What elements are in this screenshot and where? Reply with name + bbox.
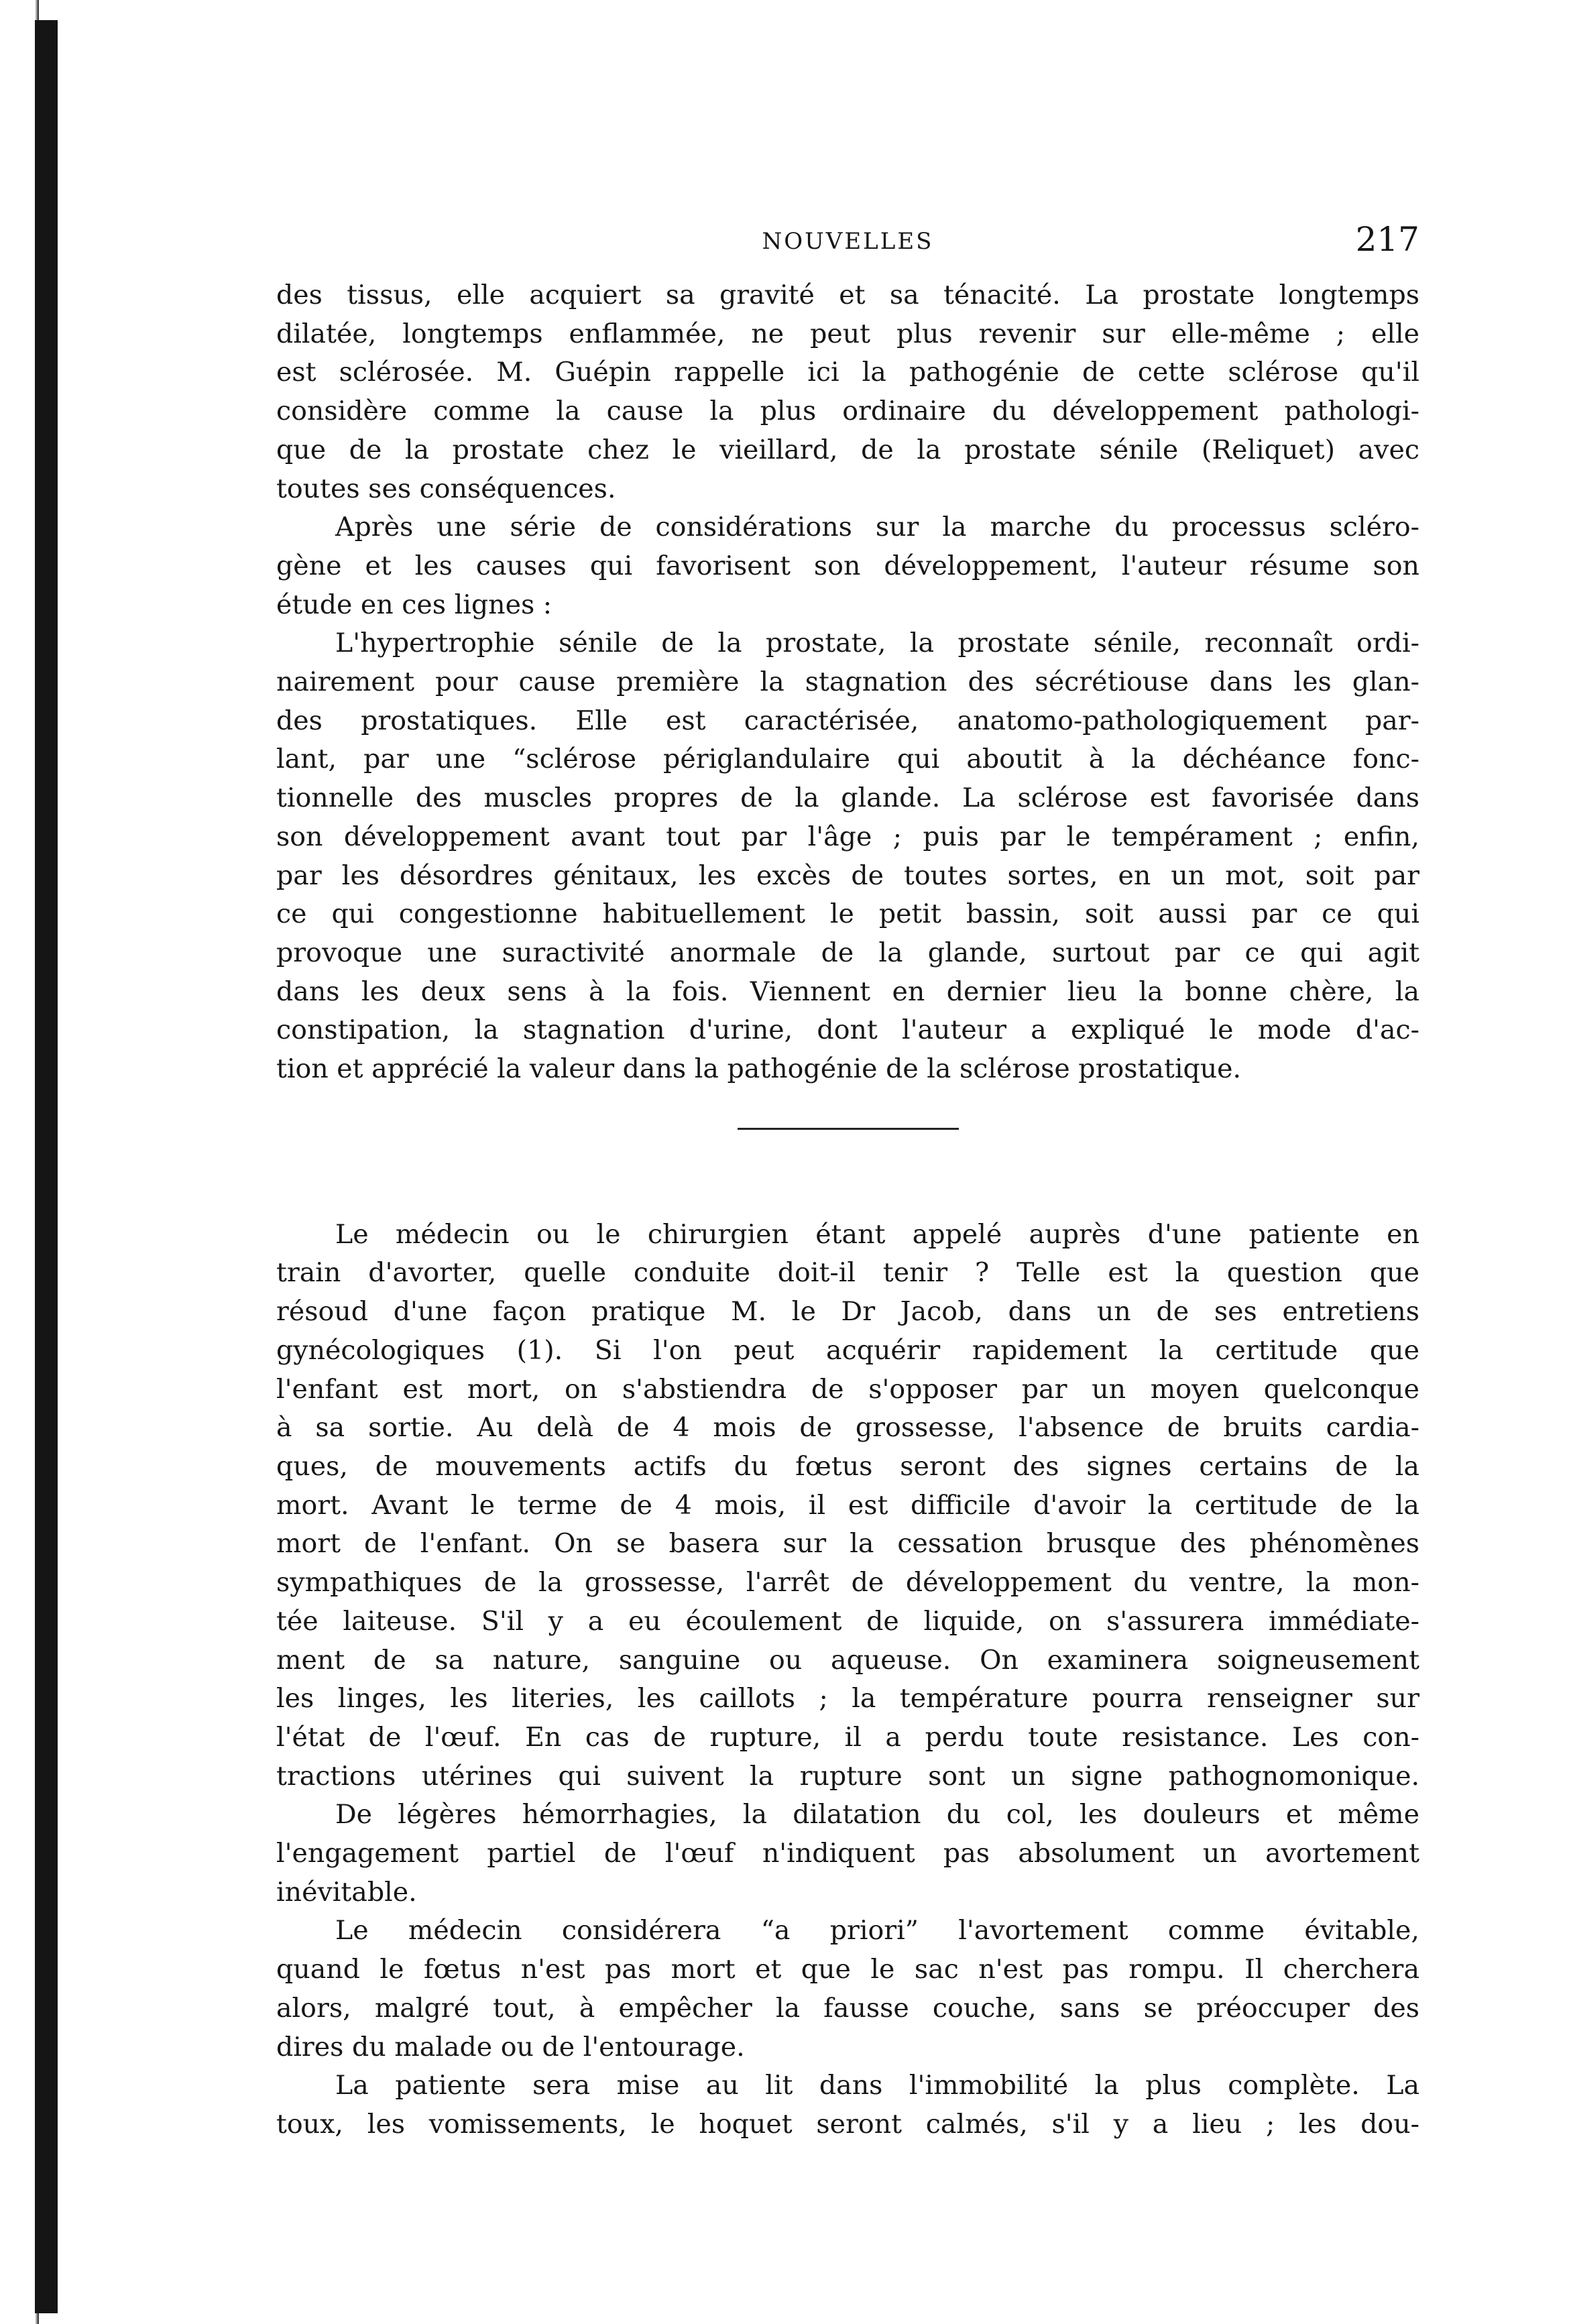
- text-line: quand le fœtus n'est pas mort et que le sac n'est pas rompu. Il cherchera: [276, 1954, 1419, 1985]
- text-line: considère comme la cause la plus ordinaire du développement pathologi-: [276, 396, 1419, 427]
- text-line: l'état de l'œuf. En cas de rupture, il a perdu toute resistance. Les con-: [276, 1721, 1419, 1753]
- section-abortion-management: [276, 1216, 1419, 2144]
- text-line: tractions utérines qui suivent la rupture sont un signe pathognomonique.: [276, 1760, 1419, 1792]
- text-line: ques, de mouvements actifs du fœtus seront des signes certains de la: [276, 1450, 1419, 1482]
- text-line: par les désordres génitaux, les excès de toutes sortes, en un mot, soit par: [276, 860, 1419, 891]
- text-line: De légères hémorrhagies, la dilatation du col, les douleurs et même: [335, 1799, 1419, 1831]
- scan-dark-margin: [35, 20, 58, 2313]
- text-line: toutes ses conséquences.: [276, 473, 616, 504]
- text-line: toux, les vomissements, le hoquet seront calmés, s'il y a lieu ; les dou-: [276, 2108, 1419, 2140]
- text-line: tion et apprécié la valeur dans la pathogénie de la sclérose prostatique.: [276, 1053, 1242, 1085]
- text-line: gynécologiques (1). Si l'on peut acquérir rapidement la certitude que: [276, 1334, 1419, 1366]
- text-line: son développement avant tout par l'âge ; puis par le tempérament ; enfin,: [276, 821, 1419, 852]
- text-line: Le médecin considérera “a priori” l'avortement comme évitable,: [335, 1915, 1419, 1947]
- text-line: dires du malade ou de l'entourage.: [276, 2031, 745, 2062]
- text-line: L'hypertrophie sénile de la prostate, la prostate sénile, reconnaît ordi-: [335, 628, 1419, 659]
- text-line: train d'avorter, quelle conduite doit-il tenir ? Telle est la question que: [276, 1257, 1419, 1289]
- text-line: sympathiques de la grossesse, l'arrêt de développement du ventre, la mon-: [276, 1567, 1419, 1599]
- text-line: l'enfant est mort, on s'abstiendra de s'opposer par un moyen quelconque: [276, 1373, 1419, 1405]
- text-line: Après une série de considérations sur la marche du processus scléro-: [335, 512, 1419, 543]
- text-line: alors, malgré tout, à empêcher la fausse couche, sans se préoccuper des: [276, 1992, 1419, 2024]
- text-line: à sa sortie. Au delà de 4 mois de grossesse, l'absence de bruits cardia-: [276, 1412, 1419, 1444]
- page-number: 217: [1355, 220, 1419, 259]
- text-line: les linges, les literies, les caillots ; la température pourra renseigner sur: [276, 1683, 1419, 1715]
- text-line: Le médecin ou le chirurgien étant appelé auprès d'une patiente en: [335, 1218, 1419, 1250]
- scan-binding-edge: [0, 0, 39, 2324]
- text-line: inévitable.: [276, 1876, 417, 1908]
- running-header: [276, 220, 1419, 276]
- text-line: tionnelle des muscles propres de la glande. La sclérose est favorisée dans: [276, 782, 1419, 814]
- text-line: étude en ces lignes :: [276, 589, 552, 620]
- text-line: que de la prostate chez le vieillard, de la prostate sénile (Reliquet) avec: [276, 434, 1419, 465]
- section-separator-rule: [738, 1128, 959, 1130]
- text-line: est sclérosée. M. Guépin rappelle ici la pathogénie de cette sclérose qu'il: [276, 357, 1419, 388]
- text-line: constipation, la stagnation d'urine, dont l'auteur a expliqué le mode d'ac-: [276, 1014, 1419, 1046]
- text-line: l'engagement partiel de l'œuf n'indiquent pas absolument un avortement: [276, 1838, 1419, 1869]
- text-line: résoud d'une façon pratique M. le Dr Jacob, dans un de ses entretiens: [276, 1296, 1419, 1328]
- running-title: NOUVELLES: [762, 228, 934, 255]
- text-line: La patiente sera mise au lit dans l'immobilité la plus complète. La: [335, 2070, 1419, 2101]
- text-line: lant, par une “sclérose périglandulaire qui aboutit à la déchéance fonc-: [276, 744, 1419, 775]
- text-line: dilatée, longtemps enflammée, ne peut plus revenir sur elle-même ; elle: [276, 318, 1419, 349]
- text-line: ment de sa nature, sanguine ou aqueuse. On examinera soigneusement: [276, 1644, 1419, 1676]
- text-line: tée laiteuse. S'il y a eu écoulement de liquide, on s'assurera immédiate-: [276, 1605, 1419, 1637]
- book-page: [276, 220, 1419, 2144]
- text-line: ce qui congestionne habituellement le petit bassin, soit aussi par ce qui: [276, 898, 1419, 930]
- text-line: nairement pour cause première la stagnation des sécrétiouse dans les glan-: [276, 666, 1419, 698]
- text-line: des tissus, elle acquiert sa gravité et sa ténacité. La prostate longtemps: [276, 280, 1419, 310]
- section-prostate-sclerosis: [276, 276, 1419, 1089]
- text-line: des prostatiques. Elle est caractérisée, anatomo-pathologiquement par-: [276, 705, 1419, 736]
- text-line: mort. Avant le terme de 4 mois, il est difficile d'avoir la certitude de la: [276, 1489, 1419, 1521]
- text-line: dans les deux sens à la fois. Viennent en dernier lieu la bonne chère, la: [276, 976, 1419, 1007]
- text-line: provoque une suractivité anormale de la glande, surtout par ce qui agit: [276, 937, 1419, 968]
- text-line: gène et les causes qui favorisent son développement, l'auteur résume son: [276, 550, 1419, 581]
- text-line: mort de l'enfant. On se basera sur la cessation brusque des phénomènes: [276, 1528, 1419, 1560]
